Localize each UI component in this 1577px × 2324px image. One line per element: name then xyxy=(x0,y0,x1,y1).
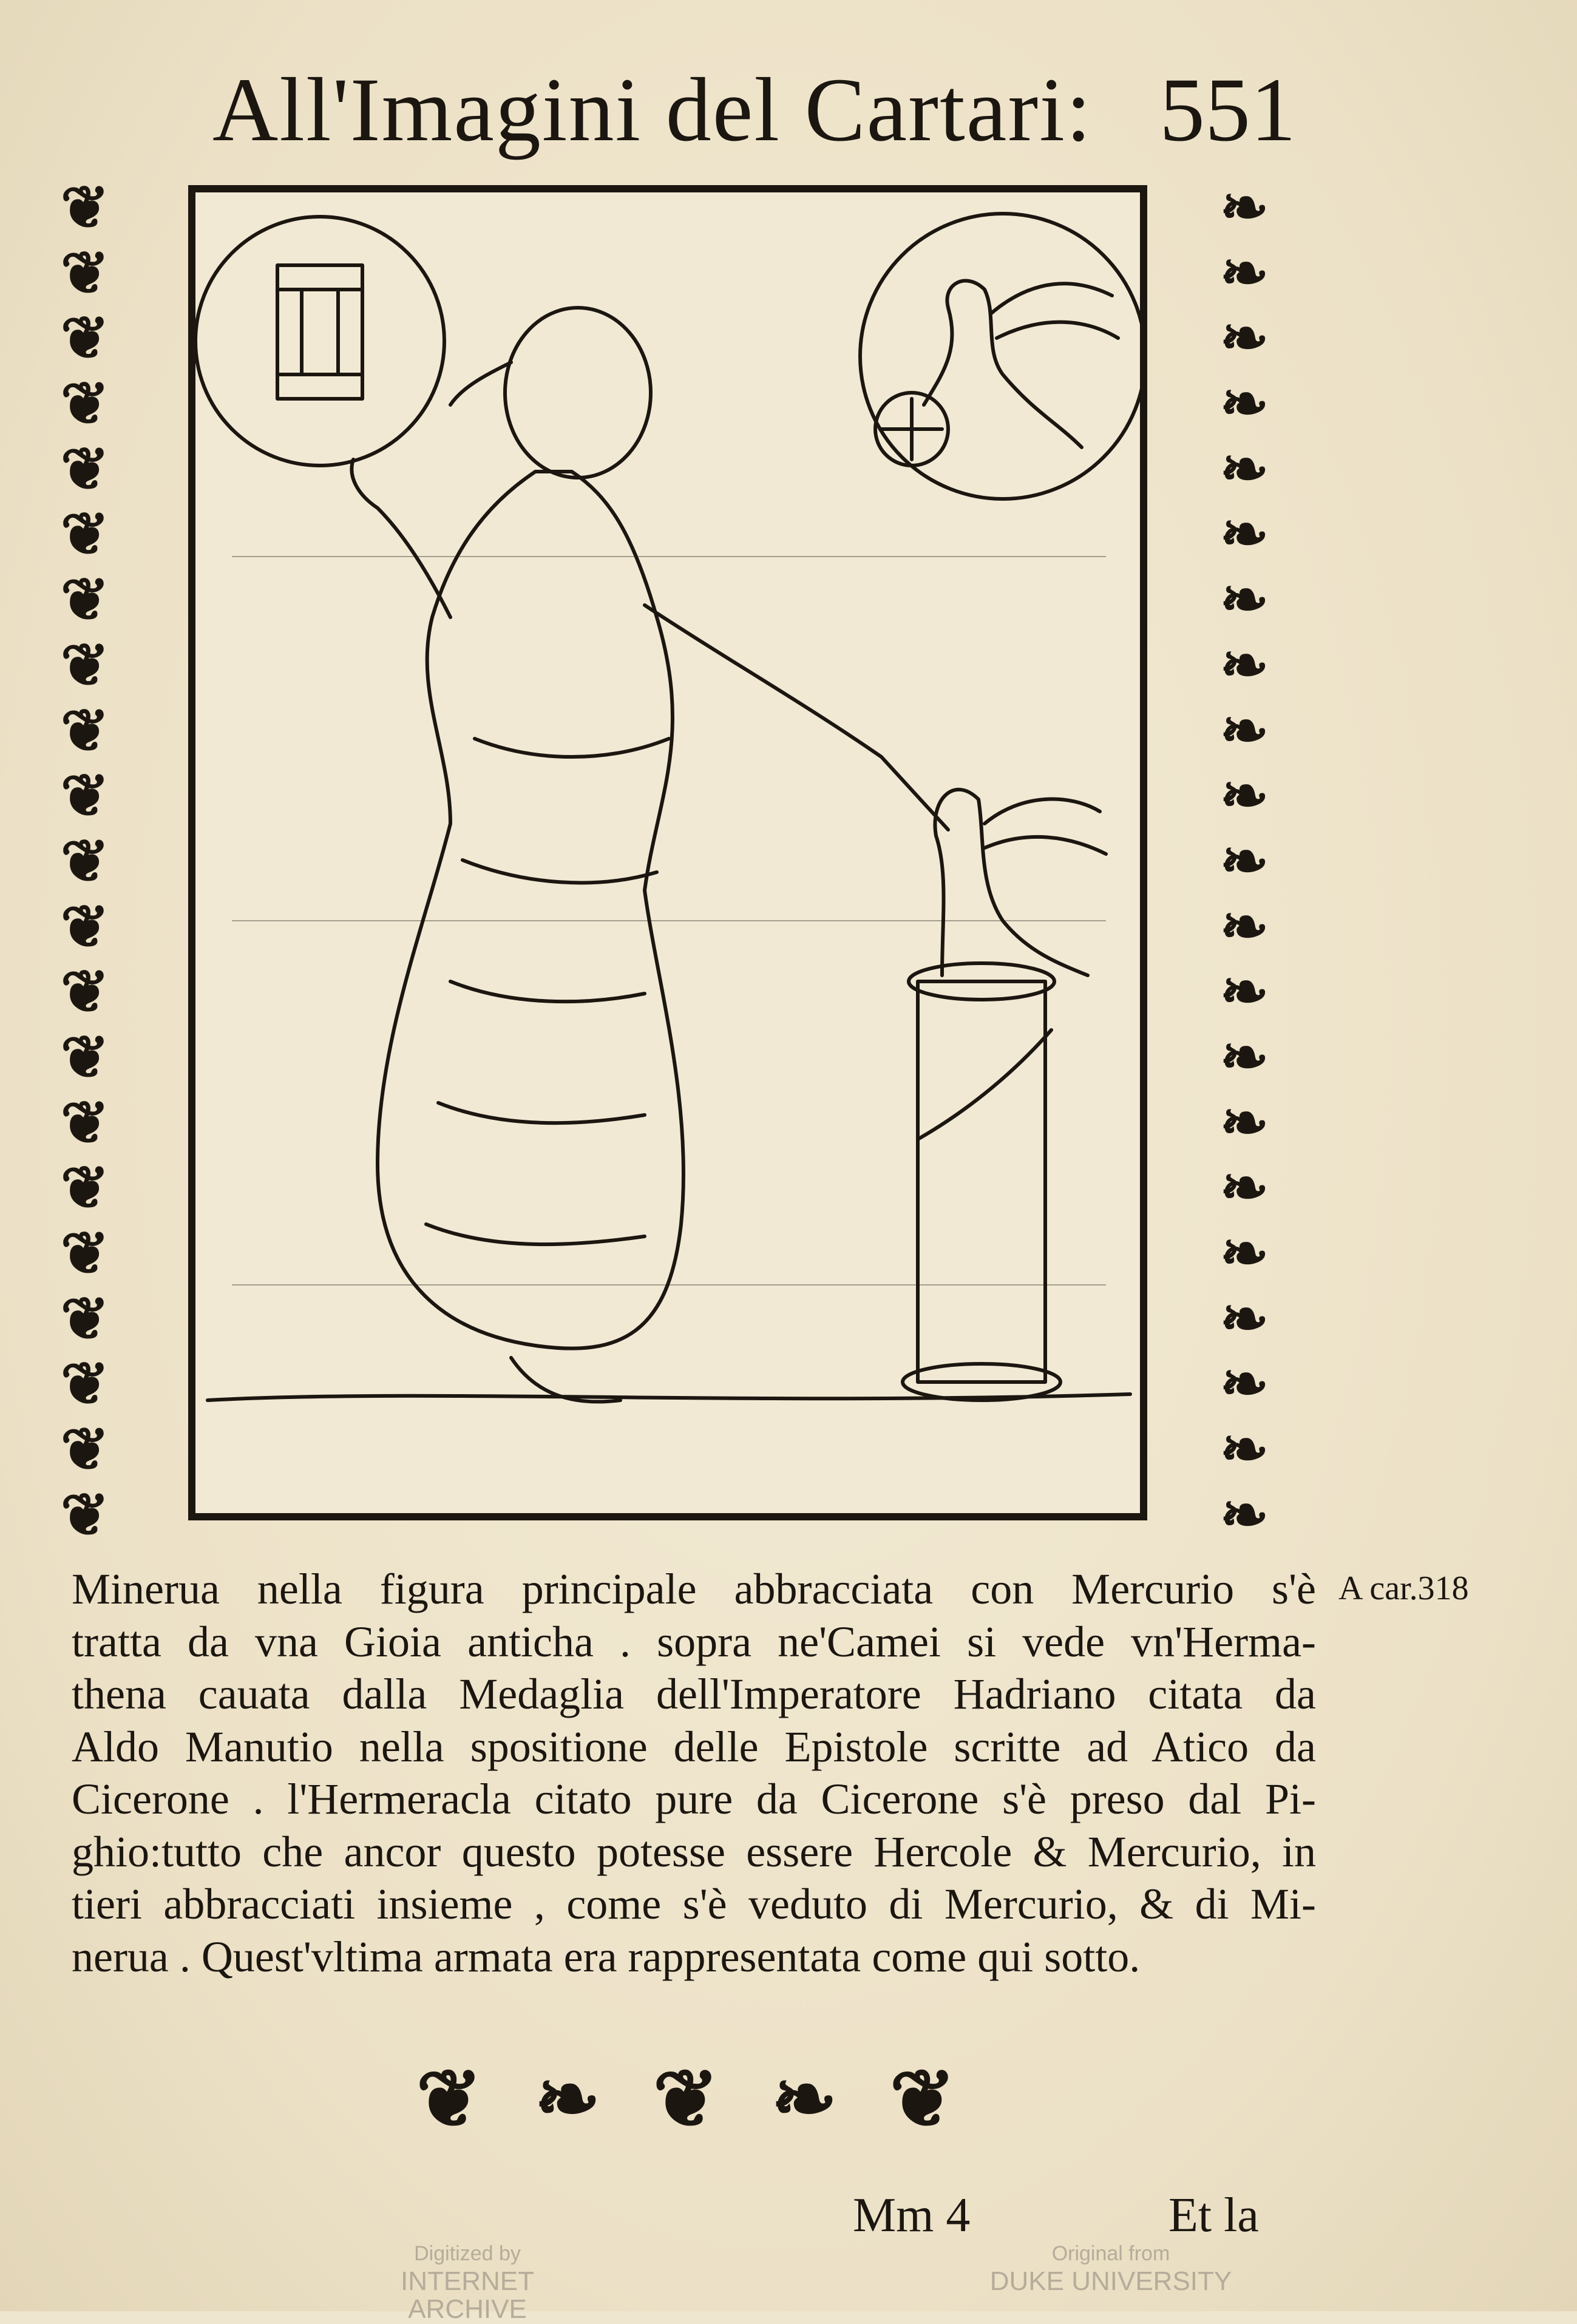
text-line: tratta da vna Gioia anticha . sopra ne'Camei si vede vn'Herma- xyxy=(72,1617,1316,1666)
watermark-name: INTERNET ARCHIVE xyxy=(401,2266,534,2324)
text-line: thena cauata dalla Medaglia dell'Imperatore Hadriano citata da xyxy=(72,1670,1316,1718)
fleuron-icon: ❧ xyxy=(1219,240,1269,306)
fleuron-icon: ❦ xyxy=(60,764,110,829)
watermark-caption: Original from xyxy=(1051,2242,1170,2265)
fleuron-icon: ❦ xyxy=(60,1025,110,1090)
page-number: 551 xyxy=(1159,59,1296,160)
fleuron-icon: ❧ xyxy=(1219,1221,1269,1286)
fleuron-icon: ❦ xyxy=(60,1482,110,1548)
fleuron-icon: ❦ xyxy=(60,567,110,633)
fleuron-icon: ❦ xyxy=(60,1090,110,1156)
fleuron-icon: ❧ xyxy=(1219,1482,1269,1548)
running-head-title: All'Imagini del Cartari: xyxy=(212,59,1093,160)
text-line: ghio:tutto che ancor questo potesse essere Hercole & Mercurio, in xyxy=(72,1827,1316,1876)
fleuron-icon: ❧ xyxy=(1219,698,1269,764)
catchword: Et la xyxy=(1168,2189,1259,2242)
fleuron-icon: ❦ xyxy=(60,502,110,567)
fleuron-icon: ❧ xyxy=(1219,175,1269,240)
fleuron-icon: ❦ xyxy=(60,1156,110,1221)
minerva-mercury-figure-icon xyxy=(195,192,1140,1513)
text-line: nerua . Quest'vltima armata era rappresentata come qui sotto. xyxy=(72,1932,1141,1981)
signature-mark: Mm 4 xyxy=(853,2189,971,2242)
fleuron-icon: ❧ xyxy=(1219,436,1269,502)
fleuron-icon: ❦ xyxy=(60,1221,110,1286)
fleuron-icon: ❧ xyxy=(1219,1352,1269,1417)
right-ornamental-border xyxy=(1205,175,1284,1548)
fleuron-icon: ❧ xyxy=(1219,306,1269,371)
fleuron-icon: ❧ xyxy=(1219,502,1269,567)
fleuron-icon: ❦ xyxy=(653,2056,719,2144)
figure-head-icon xyxy=(505,308,651,478)
fleuron-icon: ❦ xyxy=(60,1417,110,1483)
fleuron-icon: ❧ xyxy=(1219,1156,1269,1221)
fleuron-icon: ❦ xyxy=(60,175,110,240)
marginal-reference: A car.318 xyxy=(1338,1570,1469,1607)
tailpiece-ornament xyxy=(407,2056,965,2144)
fleuron-icon: ❧ xyxy=(1219,567,1269,633)
text-line: Cicerone . l'Hermeracla citato pure da Cicerone s'è preso dal Pi- xyxy=(72,1775,1316,1823)
woodcut-illustration xyxy=(188,185,1147,1520)
fleuron-icon: ❦ xyxy=(60,960,110,1025)
figure-robe-icon xyxy=(378,472,683,1349)
fleuron-icon: ❦ xyxy=(416,2056,483,2144)
fleuron-icon: ❧ xyxy=(1219,1025,1269,1090)
fleuron-icon: ❦ xyxy=(60,371,110,437)
watermark-caption: Digitized by xyxy=(414,2242,521,2265)
source-watermark xyxy=(983,2240,1238,2295)
fleuron-icon: ❦ xyxy=(60,306,110,371)
fleuron-icon: ❧ xyxy=(1219,960,1269,1025)
fleuron-icon: ❧ xyxy=(1219,632,1269,698)
right-medallion-icon xyxy=(860,214,1140,499)
fleuron-icon: ❧ xyxy=(1219,371,1269,437)
fleuron-icon: ❦ xyxy=(60,698,110,764)
fleuron-icon: ❦ xyxy=(60,240,110,306)
fleuron-icon: ❦ xyxy=(60,828,110,894)
left-ornamental-border xyxy=(46,175,124,1548)
fleuron-icon: ❦ xyxy=(889,2056,956,2144)
fleuron-icon: ❦ xyxy=(60,436,110,502)
fleuron-icon: ❦ xyxy=(60,1352,110,1417)
fleuron-icon: ❧ xyxy=(1219,894,1269,960)
text-line: Minerua nella figura principale abbracciata con Mercurio s'è xyxy=(72,1565,1316,1613)
watermark-name: DUKE UNIVERSITY xyxy=(989,2266,1232,2296)
fleuron-icon: ❧ xyxy=(1219,764,1269,829)
fleuron-icon: ❧ xyxy=(1219,1417,1269,1483)
griffin-icon xyxy=(935,790,1088,975)
fleuron-icon: ❦ xyxy=(60,632,110,698)
left-medallion-icon xyxy=(195,217,444,466)
column-icon xyxy=(918,981,1045,1382)
fleuron-icon: ❧ xyxy=(771,2056,838,2144)
text-line: Aldo Manutio nella spositione delle Epistole scritte ad Atico da xyxy=(72,1722,1316,1771)
fleuron-icon: ❧ xyxy=(534,2056,601,2144)
text-line: tieri abbracciati insieme , come s'è veduto di Mercurio, & di Mi- xyxy=(72,1880,1316,1928)
fleuron-icon: ❦ xyxy=(60,1286,110,1352)
body-paragraph xyxy=(72,1563,1316,1983)
digitizer-watermark xyxy=(340,2240,595,2323)
fleuron-icon: ❧ xyxy=(1219,828,1269,894)
fleuron-icon: ❧ xyxy=(1219,1286,1269,1352)
fleuron-icon: ❦ xyxy=(60,894,110,960)
fleuron-icon: ❧ xyxy=(1219,1090,1269,1156)
